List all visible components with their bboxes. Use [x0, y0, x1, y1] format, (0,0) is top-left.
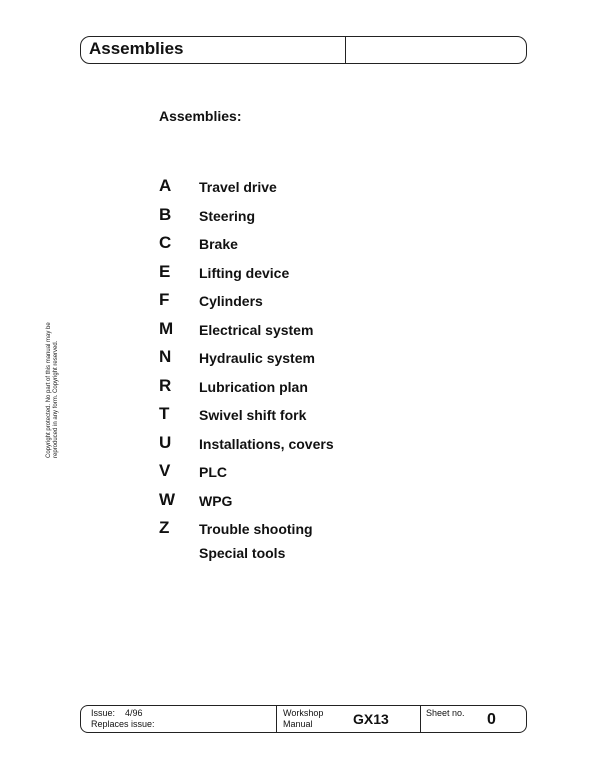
assembly-letter: R [159, 376, 172, 395]
list-item [159, 404, 399, 428]
assembly-label: Trouble shooting [199, 521, 313, 537]
assembly-label: Installations, covers [199, 436, 334, 452]
assembly-label: Special tools [199, 545, 286, 561]
assembly-label: Swivel shift fork [199, 407, 307, 423]
workshop-manual-label [283, 708, 323, 730]
list-item [159, 518, 399, 542]
list-item [159, 176, 399, 200]
assembly-label: Cylinders [199, 293, 263, 309]
section-subtitle: Assemblies: [159, 108, 242, 124]
assembly-label: PLC [199, 464, 227, 480]
page-title: Assemblies [89, 39, 184, 58]
list-item [159, 542, 399, 566]
issue-value: 4/96 [125, 708, 143, 718]
workshop-line-2: Manual [283, 719, 313, 729]
list-item [159, 490, 399, 514]
list-item [159, 347, 399, 371]
footer-divider [276, 706, 277, 732]
model-code: GX13 [353, 711, 389, 727]
replaces-issue-label: Replaces issue: [91, 719, 155, 729]
assembly-label: Lifting device [199, 265, 290, 281]
list-item [159, 262, 399, 286]
assembly-label: Electrical system [199, 322, 314, 338]
assembly-letter: N [159, 347, 172, 366]
list-item [159, 461, 399, 485]
list-item [159, 433, 399, 457]
footer-divider [420, 706, 421, 732]
assembly-letter: T [159, 404, 170, 423]
list-item [159, 233, 399, 257]
assembly-label: WPG [199, 493, 233, 509]
list-item [159, 376, 399, 400]
assembly-letter: W [159, 490, 176, 509]
list-item [159, 290, 399, 314]
assembly-letter: F [159, 290, 170, 309]
sheet-no-value: 0 [487, 711, 496, 728]
header-box [80, 36, 527, 64]
list-item [159, 319, 399, 343]
assembly-letter: Z [159, 518, 170, 537]
assembly-letter: U [159, 433, 172, 452]
assembly-label: Lubrication plan [199, 379, 308, 395]
assembly-letter: M [159, 319, 174, 338]
assembly-label: Travel drive [199, 179, 277, 195]
assembly-label: Hydraulic system [199, 350, 315, 366]
copyright-note: Copyright protected. No part of this manual may be reproduced in any form. Copyright reserved. [46, 322, 59, 458]
footer-box [80, 705, 527, 733]
header-divider [345, 37, 346, 63]
assembly-label: Brake [199, 236, 238, 252]
assembly-label: Steering [199, 208, 256, 224]
assembly-letter: A [159, 176, 172, 195]
assembly-letter: C [159, 233, 172, 252]
issue-label: Issue: [91, 708, 116, 718]
sheet-no-label: Sheet no. [426, 708, 465, 718]
assembly-letter: V [159, 461, 171, 480]
assembly-letter: B [159, 205, 172, 224]
workshop-line-1: Workshop [283, 708, 324, 718]
assembly-letter: E [159, 262, 171, 281]
list-item [159, 205, 399, 229]
